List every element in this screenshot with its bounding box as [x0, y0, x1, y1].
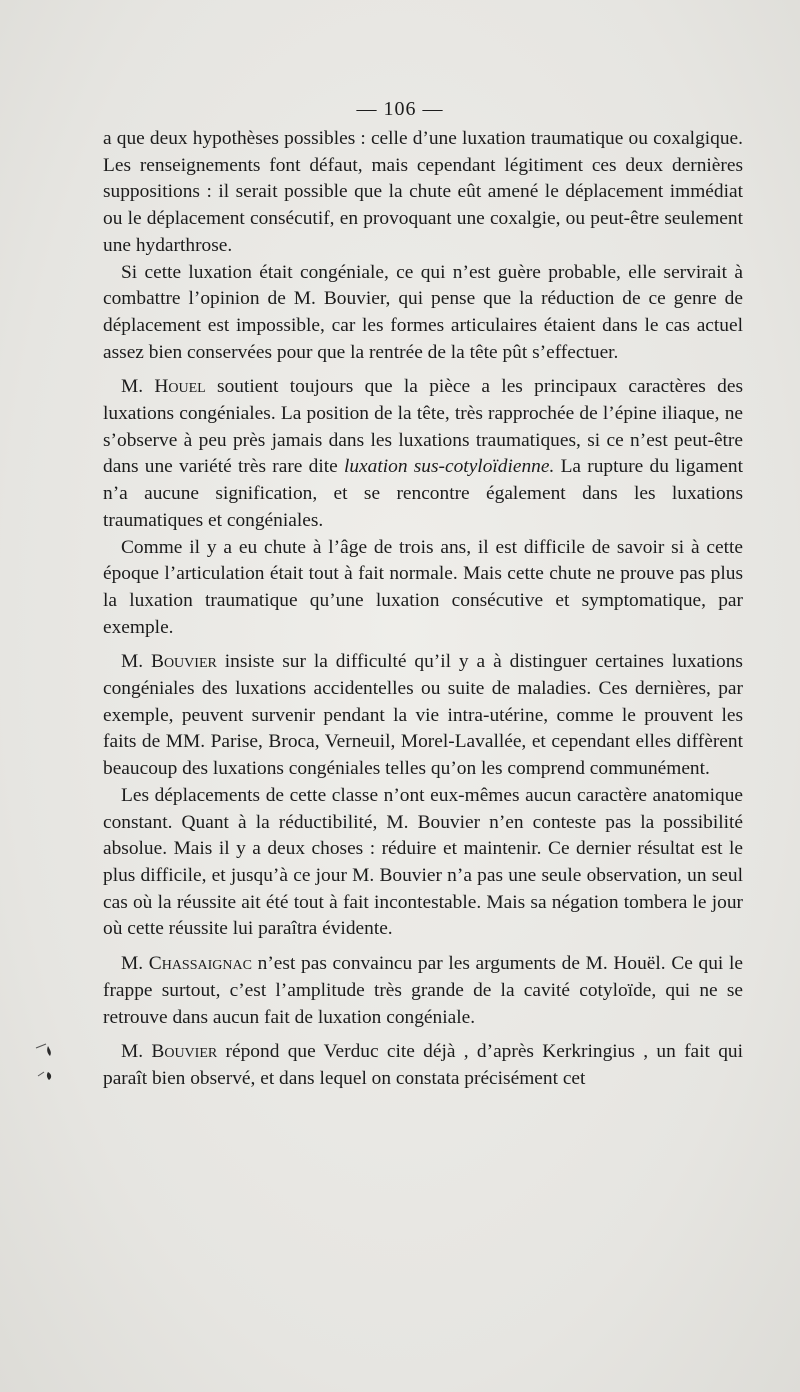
paragraph-5-lead: M.	[121, 651, 144, 673]
paragraph-2-text: Si cette luxation était congéniale, ce qui n’est guère probable, elle servirait à combattre l’opinion de M. Bouvier, qui pense que la réduction de ce genre de déplacement est impossible, car les formes articulaires étaient dans le cas actuel assez bien conservées pour que la rentrée de la tête pût s’effectuer.	[103, 261, 743, 363]
paragraph-3-lead: M.	[121, 376, 144, 398]
paragraph-6-text: Les déplacements de cette classe n’ont eux-mêmes aucun caractère anatomique constant. Quant à la réductibilité, M. Bouvier n’en conteste pas la possibilité absolue. Mais il y a deux choses : réduire et maintenir. Ce dernier résultat est le plus difficile, et jusqu’à ce jour M. Bouvier n’a pas une seule observation, un seul cas où la réussite ait été tout à fait incontestable. Mais sa négation tombera le jour où cette réussite lui paraîtra évidente.	[103, 784, 743, 940]
paragraph-3-text-b: La rupture du ligament n’a aucune signification, et se rencontre également dans les luxations traumatiques et congéniales.	[103, 456, 743, 531]
speaker-bouvier-2: Bouvier	[151, 1041, 218, 1063]
paragraph-7-text: n’est pas convaincu par les arguments de M. Houël. Ce qui le frappe surtout, c’est l’amplitude très grande de la cavité cotyloïde, qui ne se retrouve dans aucun fait de luxation congéniale.	[103, 953, 743, 1028]
paragraph-7-lead: M.	[121, 953, 144, 975]
speaker-bouvier: Bouvier	[151, 651, 217, 673]
paragraph-4-text: Comme il y a eu chute à l’âge de trois ans, il est difficile de savoir si à cette époque l’articulation était tout à fait normale. Mais cette chute ne prouve pas plus la luxation traumatique qu’une luxation consécutive et symptomatique, par exemple.	[103, 536, 743, 638]
page-number: — 106 —	[356, 98, 444, 120]
paragraph-5	[103, 649, 743, 783]
paragraph-3	[103, 374, 743, 534]
speaker-chassaignac: Chassaignac	[148, 953, 252, 975]
paragraph-6	[103, 783, 743, 943]
paragraph-1: a que deux hypothèses possibles : celle d’une luxation traumatique ou coxalgique. Les renseignements font défaut, mais cependant légitiment ces deux dernières suppositions : il serait possible que la chute eût amené le déplacement immédiat ou le déplacement consécutif, en provoquant une coxalgie, ou peut-être seulement une hydarthrose.	[103, 128, 743, 256]
paragraph-3-italic: luxation sus-cotyloïdienne.	[343, 456, 555, 478]
paragraph-8	[103, 1039, 743, 1092]
paragraph-7	[103, 951, 743, 1031]
margin-mark-icon	[34, 1042, 56, 1091]
paragraph-2	[103, 260, 743, 367]
paragraph-8-lead: M.	[121, 1041, 144, 1063]
paragraph-4	[103, 535, 743, 642]
body-text	[103, 126, 743, 1093]
paragraph-5-text: insiste sur la difficulté qu’il y a à distinguer certaines luxations congéniales des luxations accidentelles ou suite de maladies. Ces dernières, par exemple, peuvent survenir pendant la vie intra-utérine, comme le prouvent les faits de MM. Parise, Broca, Verneuil, Morel-Lavallée, et cependant elles diffèrent beaucoup des luxations congéniales telles qu’on les comprend communément.	[103, 651, 743, 780]
speaker-houel: Houel	[154, 376, 206, 398]
paragraph-8-text: répond que Verduc cite déjà , d’après Kerkringius , un fait qui paraît bien observé, et dans lequel on constata précisément cet	[103, 1041, 743, 1089]
paragraph-3-text-a: soutient toujours que la pièce a les principaux caractères des luxations congéniales. La position de la tête, très rapprochée de l’épine iliaque, ne s’observe à peu près jamais dans les luxations traumatiques, si ce n’est peut-être dans une variété très rare dite	[103, 376, 743, 478]
